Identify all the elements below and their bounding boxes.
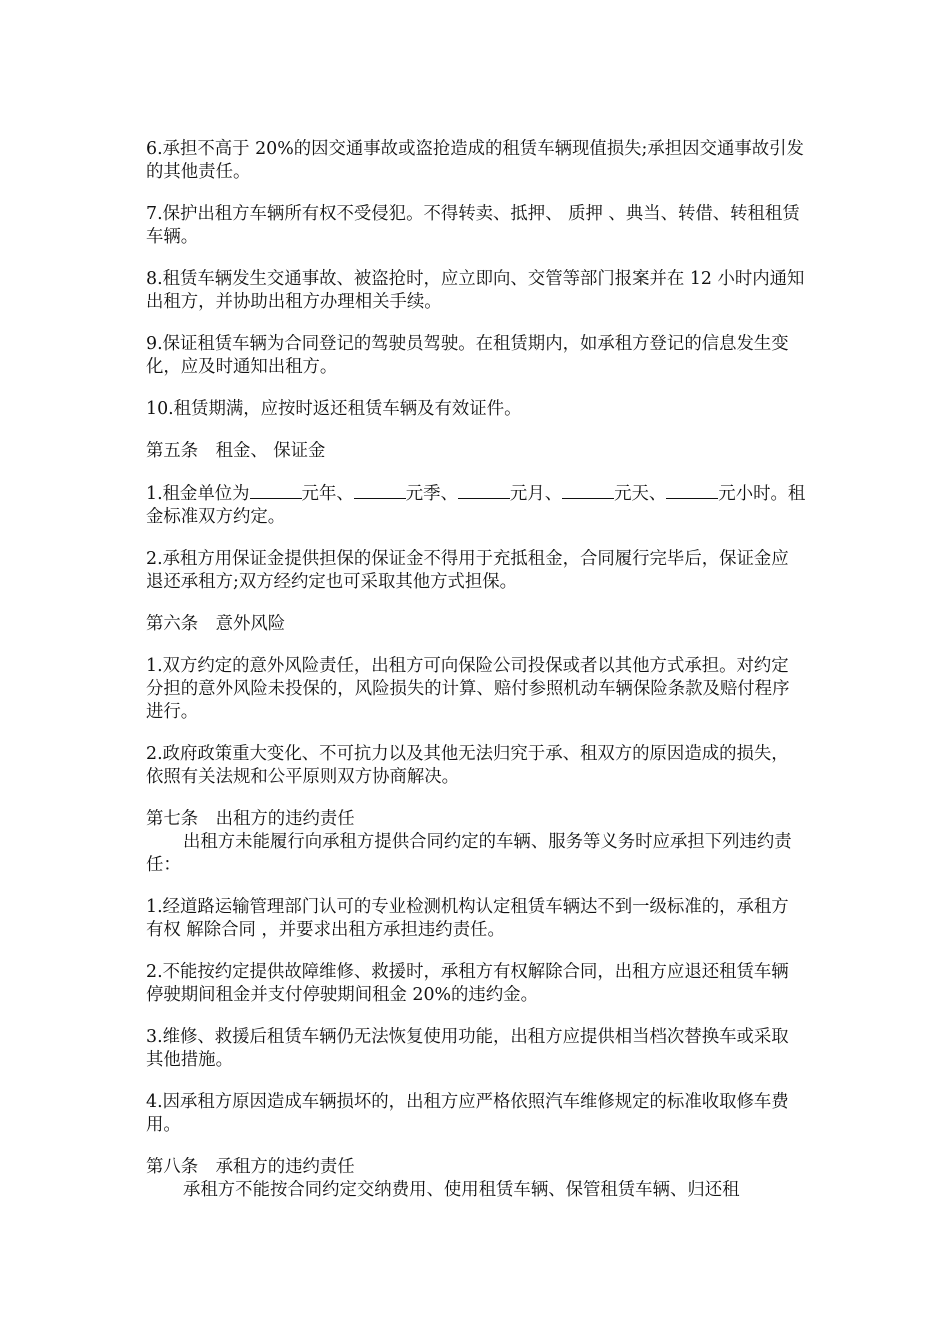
rent-unit-day: 元天、: [614, 484, 667, 504]
document-page: [146, 138, 806, 1202]
rent-prefix: 1.租金单位为: [146, 484, 250, 504]
rent-blank-hour: [666, 482, 718, 499]
clause-item-8: 8.租赁车辆发生交通事故、被盗抢时，应立即向、交管等部门报案并在 12 小时内通知出租方，并协助出租方办理相关手续。: [146, 269, 805, 312]
rent-blank-month: [458, 482, 510, 499]
article-7-intro: 出租方未能履行向承租方提供合同约定的车辆、服务等义务时应承担下列违约责任：: [146, 832, 792, 875]
article-7-item-1: 1.经道路运输管理部门认可的专业检测机构认定租赁车辆达不到一级标准的，承租方有权 解除合同 ，并要求出租方承担违约责任。: [146, 897, 789, 940]
article-5-item-2: 2.承租方用保证金提供担保的保证金不得用于充抵租金，合同履行完毕后，保证金应退还承租方;双方经约定也可采取其他方式担保。: [146, 549, 789, 592]
rent-suffix: 小时。租金标准双方约定。: [146, 484, 806, 527]
clause-item-10: 10.租赁期满，应按时返还租赁车辆及有效证件。: [146, 399, 522, 419]
article-8-intro: 承租方不能按合同约定交纳费用、使用租赁车辆、保管租赁车辆、归还租: [183, 1180, 740, 1200]
article-6-item-2: 2.政府政策重大变化、不可抗力以及其他无法归究于承、租双方的原因造成的损失，依照有关法规和公平原则双方协商解决。: [146, 744, 789, 787]
article-6-title: 第六条 意外风险: [146, 614, 286, 634]
article-7-title: 第七条 出租方的违约责任: [146, 809, 355, 829]
clause-item-6: 6.承担不高于 20%的因交通事故或盗抢造成的租赁车辆现值损失;承担因交通事故引发的其他责任。: [146, 139, 804, 182]
article-5-item-1: [146, 482, 806, 529]
article-6-item-1: 1.双方约定的意外风险责任，出租方可向保险公司投保或者以其他方式承担。对约定分担的意外风险未投保的，风险损失的计算、赔付参照机动车辆保险条款及赔付程序进行。: [146, 656, 790, 722]
rent-unit-season: 元季、: [405, 484, 458, 504]
rent-unit-month: 元月、: [509, 484, 563, 504]
rent-blank-day: [562, 482, 614, 499]
article-7-item-2: 2.不能按约定提供故障维修、救援时，承租方有权解除合同，出租方应退还租赁车辆停驶期间租金并支付停驶期间租金 20%的违约金。: [146, 962, 789, 1005]
clause-item-9: 9.保证租赁车辆为合同登记的驾驶员驾驶。在租赁期内，如承租方登记的信息发生变化，应及时通知出租方。: [146, 334, 789, 377]
rent-unit-year: 元年、: [301, 484, 354, 504]
article-7-item-3: 3.维修、救援后租赁车辆仍无法恢复使用功能，出租方应提供相当档次替换车或采取其他措施。: [146, 1027, 789, 1070]
rent-unit-hour: 元: [718, 484, 736, 504]
rent-blank-year: [250, 482, 302, 499]
article-5-title: 第五条 租金、 保证金: [146, 441, 326, 461]
article-7-item-4: 4.因承租方原因造成车辆损坏的，出租方应严格依照汽车维修规定的标准收取修车费用。: [146, 1092, 789, 1135]
article-8-title: 第八条 承租方的违约责任: [146, 1157, 355, 1177]
clause-item-7: 7.保护出租方车辆所有权不受侵犯。不得转卖、抵押、 质押 、典当、转借、转租租赁车辆。: [146, 204, 800, 247]
rent-blank-season: [354, 482, 406, 499]
